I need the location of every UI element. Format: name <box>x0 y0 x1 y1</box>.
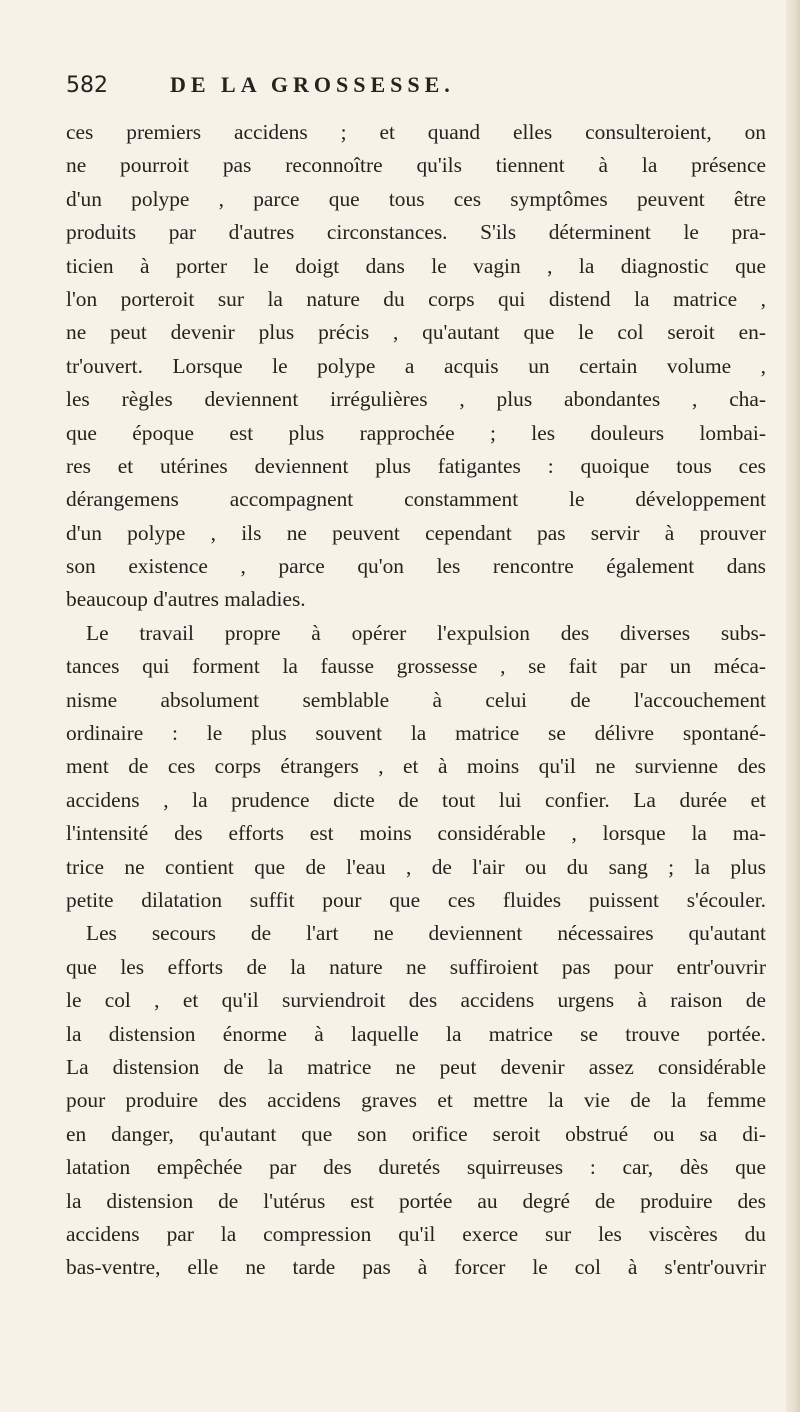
text-line: petite dilatation suffit pour que ces fluides puissent s'écouler. <box>66 887 766 912</box>
text-line: la distension énorme à laquelle la matrice se trouve portée. <box>66 1021 766 1046</box>
text-line: nisme absolument semblable à celui de l'accouchement <box>66 687 766 712</box>
text-line: l'on porteroit sur la nature du corps qui distend la matrice , <box>66 286 766 311</box>
text-line: trice ne contient que de l'eau , de l'air ou du sang ; la plus <box>66 854 766 879</box>
text-line: res et utérines deviennent plus fatigantes : quoique tous ces <box>66 453 766 478</box>
text-line: dérangemens accompagnent constamment le développement <box>66 487 766 512</box>
text-line: ces premiers accidens ; et quand elles consulteroient, on <box>66 120 766 144</box>
page-edge <box>786 0 800 1412</box>
text-line: l'intensité des efforts est moins considérable , lorsque la ma- <box>66 821 766 846</box>
text-line: le col , et qu'il surviendroit des accidens urgens à raison de <box>66 988 766 1013</box>
text-line: La distension de la matrice ne peut devenir assez considérable <box>66 1054 766 1079</box>
text-line: ne pourroit pas reconnoître qu'ils tiennent à la présence <box>66 153 766 178</box>
text-line: que les efforts de la nature ne suffiroient pas pour entr'ouvrir <box>66 954 766 979</box>
text-line: tr'ouvert. Lorsque le polype a acquis un certain volume , <box>66 353 766 378</box>
text-line: produits par d'autres circonstances. S'ils déterminent le pra- <box>66 220 766 245</box>
text-line: les règles deviennent irrégulières , plus abondantes , cha- <box>66 387 766 412</box>
text-line: ordinaire : le plus souvent la matrice se délivre spontané- <box>66 721 766 746</box>
text-line: tances qui forment la fausse grossesse , se fait par un méca- <box>66 654 766 679</box>
text-line: ne peut devenir plus précis , qu'autant que le col seroit en- <box>66 320 766 345</box>
text-line: la distension de l'utérus est portée au degré de produire des <box>66 1188 766 1213</box>
text-line: d'un polype , ils ne peuvent cependant pas servir à prouver <box>66 520 766 545</box>
text-line: en danger, qu'autant que son orifice seroit obstrué ou sa di- <box>66 1121 766 1146</box>
running-title: DE LA GROSSESSE. <box>170 72 455 97</box>
text-line: accidens par la compression qu'il exerce sur les viscères du <box>66 1221 766 1246</box>
text-line: pour produire des accidens graves et mettre la vie de la femme <box>66 1088 766 1113</box>
text-line: d'un polype , parce que tous ces symptômes peuvent être <box>66 186 766 211</box>
text-line: ment de ces corps étrangers , et à moins qu'il ne survienne des <box>66 754 766 779</box>
book-page <box>66 72 766 1285</box>
text-line: accidens , la prudence dicte de tout lui confier. La durée et <box>66 787 766 812</box>
text-line: son existence , parce qu'on les rencontre également dans <box>66 554 766 579</box>
text-line: Les secours de l'art ne deviennent nécessaires qu'autant <box>86 921 766 946</box>
text-body <box>66 116 766 1285</box>
page-header <box>66 72 766 112</box>
text-line: latation empêchée par des duretés squirreuses : car, dès que <box>66 1155 766 1180</box>
page-number: 582 <box>66 73 108 98</box>
text-line: Le travail propre à opérer l'expulsion des diverses subs- <box>86 620 766 645</box>
text-line: ticien à porter le doigt dans le vagin , la diagnostic que <box>66 253 766 278</box>
text-line: beaucoup d'autres maladies. <box>66 587 306 612</box>
text-line: bas-ventre, elle ne tarde pas à forcer le col à s'entr'ouvrir <box>66 1255 766 1280</box>
text-line: que époque est plus rapprochée ; les douleurs lombai- <box>66 420 766 445</box>
